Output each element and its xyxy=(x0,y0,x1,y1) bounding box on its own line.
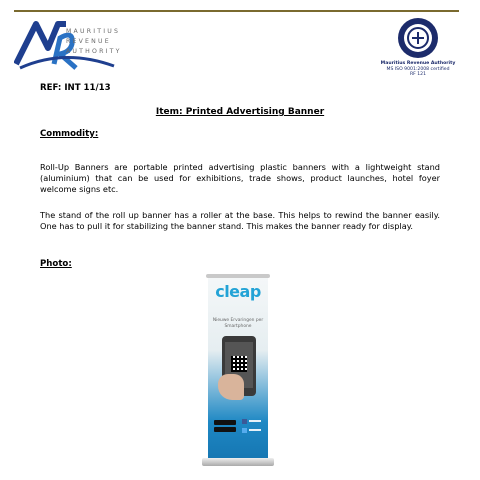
commodity-paragraph-1: Roll-Up Banners are portable printed advertising plastic banners with a lightweight stand (aluminium) that can be used for exhibitions, trade shows, product launches, hotel foyer welcome signs etc. xyxy=(40,162,440,194)
hand-image xyxy=(218,374,244,400)
social-icons xyxy=(242,418,264,436)
twitter-icon xyxy=(242,428,247,433)
banner-photo xyxy=(202,270,274,470)
item-title-text: Item: Printed Advertising Banner xyxy=(155,107,325,117)
banner-tagline: Nieuwe Ervaringen per Smartphone xyxy=(212,318,264,329)
app-store-badges xyxy=(214,420,236,434)
org-name-line-3: AUTHORITY xyxy=(66,48,122,55)
org-name-line-2: REVENUE xyxy=(66,38,111,45)
banner-base xyxy=(202,458,274,466)
banner-panel xyxy=(208,278,268,458)
certification-seal xyxy=(396,16,440,60)
org-name xyxy=(66,27,122,57)
photo-heading: Photo: xyxy=(40,259,72,269)
commodity-paragraph-2: The stand of the roll up banner has a roller at the base. This helps to rewind the banner easily. One has to pull it for stabilizing the banner stand. This makes the banner ready for display. xyxy=(40,210,440,231)
seal-caption-line-1: Mauritius Revenue Authority xyxy=(380,61,456,66)
seal-caption-line-3: RF 121 xyxy=(409,72,427,78)
header-rule xyxy=(14,10,459,12)
seal-caption-line-2: MS ISO 9001:2008 certified xyxy=(386,66,450,72)
commodity-heading: Commodity: xyxy=(40,129,99,139)
seal-caption xyxy=(370,61,466,78)
facebook-icon xyxy=(242,419,247,424)
org-name-line-1: MAURITIUS xyxy=(66,28,121,35)
reference-number: REF: INT 11/13 xyxy=(40,83,111,93)
banner-brand: cleap xyxy=(215,282,261,301)
phone-image xyxy=(222,336,256,396)
qr-code-icon xyxy=(231,356,247,372)
item-title xyxy=(40,107,440,117)
